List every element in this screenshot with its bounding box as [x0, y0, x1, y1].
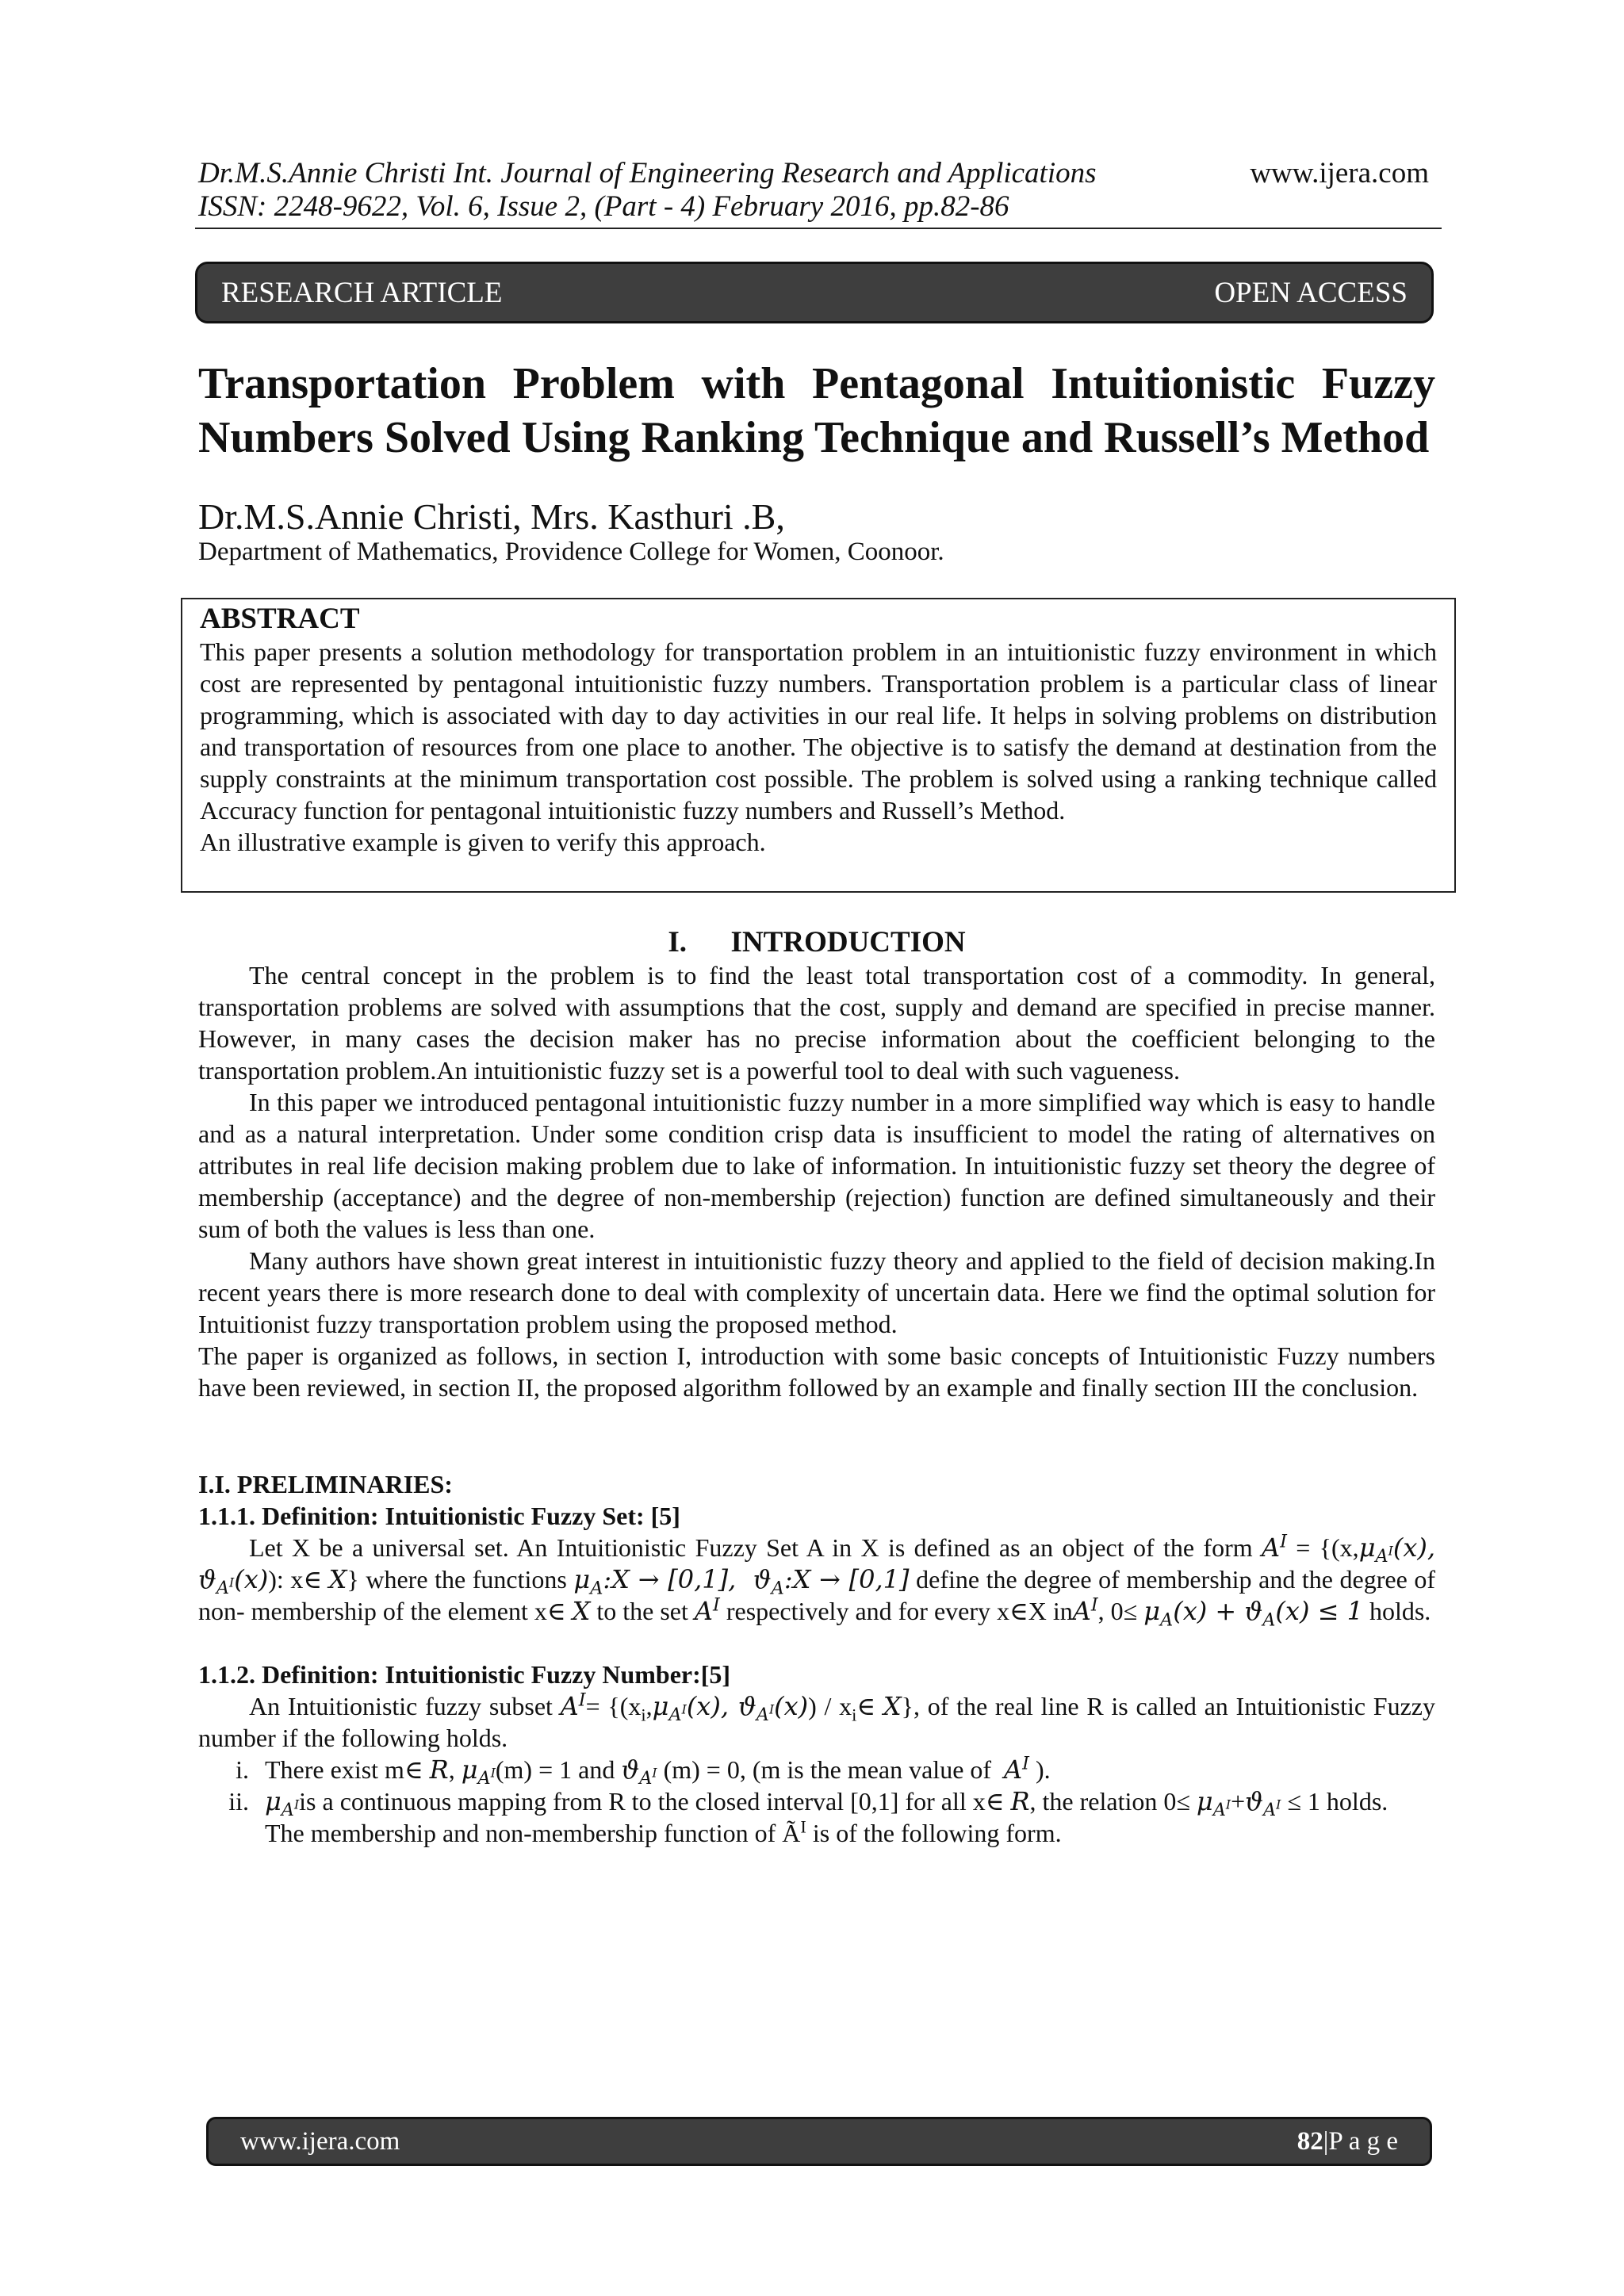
header-rule [195, 228, 1442, 229]
list-item: ii. $\mu_{A^I}is$ a continuous mapping from R to the closed interval [0,1] for all x∈ R, the relation $0\le \mu_{A^I}+ϑ_{A^I} \le 1$ holds. [228, 1786, 1388, 1821]
affiliation: Department of Mathematics, Providence College for Women, Coonoor. [198, 538, 944, 566]
abstract-box [181, 598, 1456, 893]
research-article-label: RESEARCH ARTICLE [221, 276, 503, 309]
list-item: i. There exist m∈ R, $\mu_{A^I}(m) = 1$ and $ϑ_{A^I}$ (m) = 0, (m is the mean value of $A^I$ ). [236, 1753, 1051, 1789]
page-number: 82|P a g e [1297, 2126, 1398, 2156]
abstract-note: An illustrative example is given to verify this approach. [200, 828, 766, 856]
journal-url[interactable]: www.ijera.com [1250, 157, 1429, 189]
issn-line: ISSN: 2248-9622, Vol. 6, Issue 2, (Part - 4) February 2016, pp.82-86 [198, 190, 1009, 223]
definition-1-heading: 1.1.1. Definition: Intuitionistic Fuzzy Set: [5] [198, 1502, 680, 1530]
closing-line: The membership and non-membership function of $Ã^I$ is of the following form. [265, 1816, 1062, 1847]
abstract-body: This paper presents a solution methodology for transportation problem in an intuitionistic fuzzy environment in which cost are represented by pentagonal intuitionistic fuzzy numbers. Transportation problem is a particular class of linear programming, which is associated with day to day activities in our real life. It helps in solving problems on distribution and transportation of resources from one place to another. The objective is to satisfy the demand at destination from the supply constraints at the minimum transportation cost possible. The problem is solved using a ranking technique called Accuracy function for pentagonal intuitionistic fuzzy numbers and Russell’s Method. [200, 637, 1437, 825]
open-access-label: OPEN ACCESS [1214, 276, 1408, 309]
intro-paragraph-1: The central concept in the problem is to find the least total transportation cost of a commodity. In general, transportation problems are solved with assumptions that the cost, supply and demand are specified in precise manner. However, in many cases the decision maker has no precise information about the coefficient belonging to the transportation problem.An intuitionistic fuzzy set is a powerful tool to deal with such vagueness. [198, 961, 1435, 1085]
definition-1-body: Let X be a universal set. An Intuitionistic Fuzzy Set A in X is defined as an object of the form $A^I = \{(x,\mu_{A^I}(x)$, $ϑ_{A^I}(x)$): x∈ X} where the functions $\mu_A:X \to [0,1]$, $ϑ_A:X \to [0,1]$ define the degree of membership and the degree of non- membership of the element x∈ X to the set $A^I$ respectively and for every x∈X inA$^I$, $0\le \mu_A(x) + ϑ_A(x) \le 1$ holds. [198, 1531, 1436, 1631]
title-line-2: Numbers Solved Using Ranking Technique and Russell’s Method [198, 413, 1430, 462]
intro-paragraph-4: The paper is organized as follows, in section I, introduction with some basic concepts of Intuitionistic Fuzzy numbers have been reviewed, in section II, the proposed algorithm followed by an example and finally section III the conclusion. [198, 1341, 1435, 1402]
introduction-section [198, 926, 1435, 1403]
intro-paragraph-2: In this paper we introduced pentagonal intuitionistic fuzzy number in a more simplified way which is easy to handle and as a natural interpretation. Under some condition crisp data is insufficient to model the rating of alternatives on attributes in real life decision making problem due to lake of information. In intuitionistic fuzzy set theory the degree of membership (acceptance) and the degree of non-membership (rejection) function are defined simultaneously and their sum of both the values is less than one. [198, 1088, 1435, 1243]
definition-2-heading: 1.1.2. Definition: Intuitionistic Fuzzy Number:[5] [198, 1660, 731, 1689]
definition-2-body: An Intuitionistic fuzzy subset $A^I= \{(x_i,\mu_{A^I}(x)$, $ϑ_{A^I}(x)$) / $x_i\in$ X}, of the real line R is called an Intuitionistic Fuzzy number if the following holds. [198, 1689, 1436, 1752]
intro-paragraph-3: Many authors have shown great interest in intuitionistic fuzzy theory and applied to the field of decision making.In recent years there is more research done to deal with complexity of uncertain data. Here we find the optimal solution for Intuitionist fuzzy transportation problem using the proposed method. [198, 1246, 1435, 1338]
journal-header: Dr.M.S.Annie Christi Int. Journal of Engineering Research and Applications [198, 157, 1097, 189]
paper-title [198, 357, 1435, 465]
introduction-heading: I. INTRODUCTION [668, 926, 966, 959]
page-footer [206, 2117, 1432, 2166]
title-line-1: Transportation Problem with Pentagonal Intuitionistic Fuzzy [198, 359, 1435, 408]
authors: Dr.M.S.Annie Christi, Mrs. Kasthuri .B, [198, 496, 785, 537]
abstract-heading: ABSTRACT [200, 603, 360, 635]
preliminaries-section [198, 1468, 1435, 1849]
article-type-banner [195, 262, 1434, 323]
footer-url[interactable]: www.ijera.com [240, 2126, 400, 2156]
preliminaries-heading: I.I. PRELIMINARIES: [198, 1470, 453, 1498]
